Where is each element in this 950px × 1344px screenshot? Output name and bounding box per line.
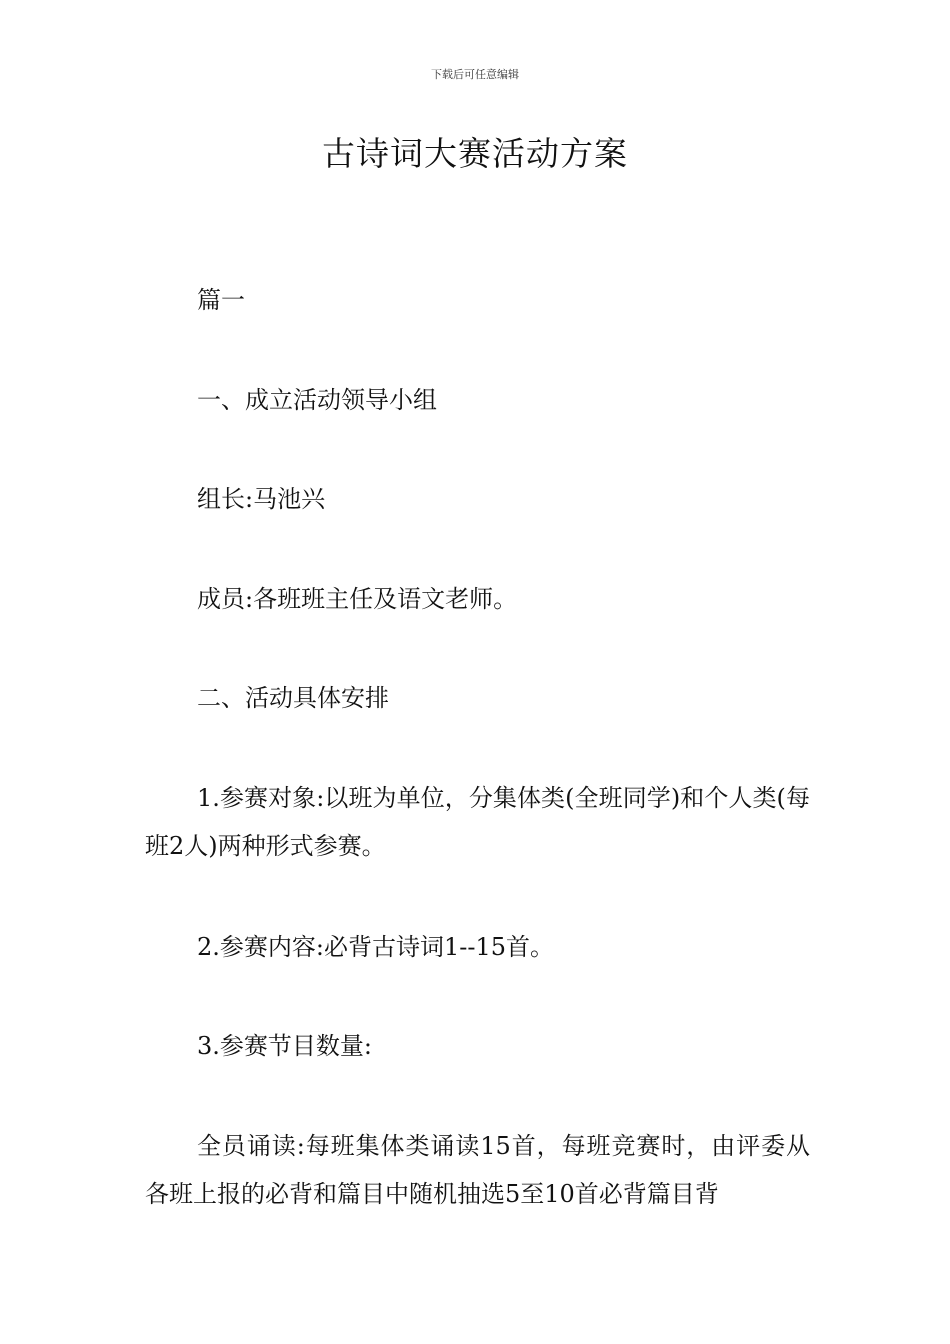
heading-activity-arrangement: 二、活动具体安排 <box>197 684 389 712</box>
page-header-note: 下载后可任意编辑 <box>431 68 519 81</box>
paragraph-content: 2.参赛内容:必背古诗词1--15首。 <box>197 933 555 961</box>
paragraph-members: 成员:各班班主任及语文老师。 <box>197 585 518 613</box>
document-title: 古诗词大赛活动方案 <box>322 134 628 173</box>
section-label: 篇一 <box>197 286 245 314</box>
paragraph-program-count: 3.参赛节目数量: <box>197 1032 372 1060</box>
heading-leadership-group: 一、成立活动领导小组 <box>197 386 437 414</box>
paragraph-participants: 1.参赛对象:以班为单位，分集体类(全班同学)和个人类(每班2人)两种形式参赛。 <box>145 784 810 860</box>
paragraph-group-leader: 组长:马池兴 <box>197 485 326 513</box>
paragraph-full-recitation: 全员诵读:每班集体类诵读15首，每班竞赛时，由评委从各班上报的必背和篇目中随机抽选5至10首必背篇目背 <box>145 1132 810 1208</box>
